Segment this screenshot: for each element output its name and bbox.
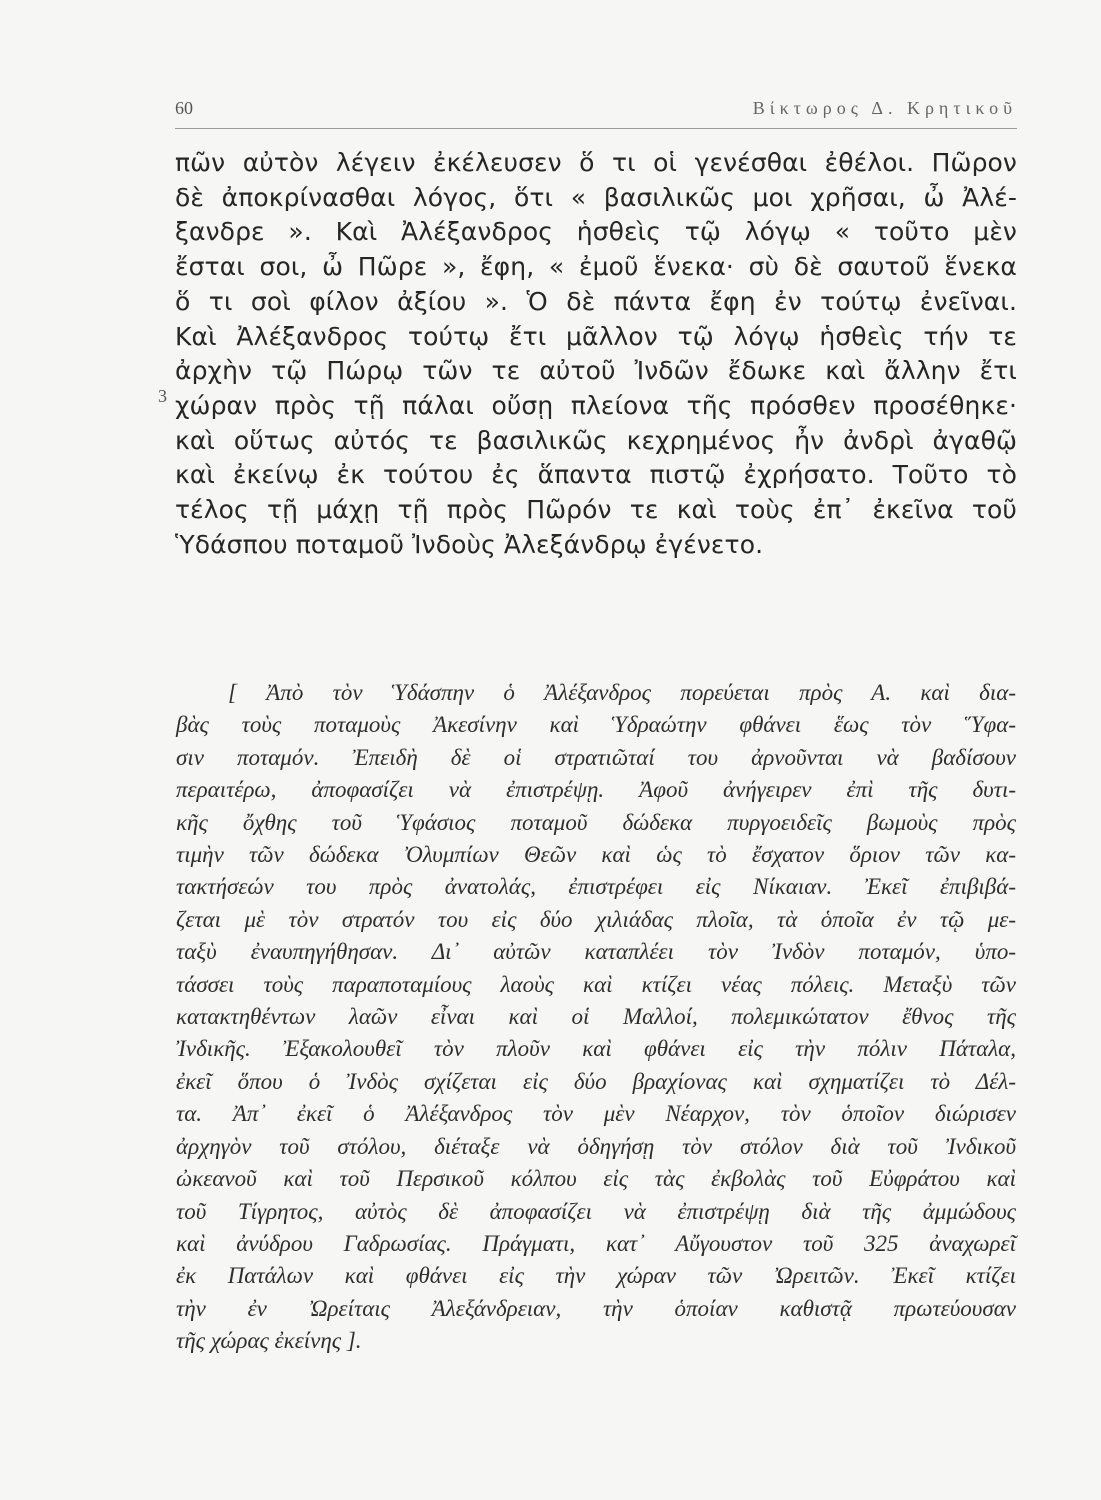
greek-main-text xyxy=(175,146,1017,562)
summary-line: ταξὺ ἐναυπηγήθησαν. Δι᾽ αὐτῶν καταπλέει τὸν Ἰνδὸν ποταμόν, ὑπο- xyxy=(176,939,1016,965)
summary-line: περαιτέρω, ἀποφασίζει νὰ ἐπιστρέψῃ. Ἀφοῦ ἀνήγειρεν ἐπὶ τῆς δυτι- xyxy=(176,777,1016,803)
header-rule xyxy=(175,128,1017,129)
summary-line: κατακτηθέντων λαῶν εἶναι καὶ οἱ Μαλλοί, πολεμικώτατον ἔθνος τῆς xyxy=(176,1004,1016,1030)
text-line: Ὑδάσπου ποταμοῦ Ἰνδοὺς Ἀλεξάνδρῳ ἐγένετο. xyxy=(175,529,764,559)
text-line: δὲ ἀποκρίνασθαι λόγος, ὅτι « βασιλικῶς μοι χρῆσαι, ὦ Ἀλέ- xyxy=(175,182,1017,212)
italic-summary xyxy=(176,677,1016,1358)
running-head: Βίκτωρος Δ. Κρητικοῦ xyxy=(752,98,1017,118)
page-header xyxy=(175,98,1017,126)
text-line: πῶν αὐτὸν λέγειν ἐκέλευσεν ὅ τι οἱ γενέσθαι ἐθέλοι. Πῶρον xyxy=(175,148,1017,177)
section-number: 3 xyxy=(158,386,167,406)
text-line: ἔσται σοι, ὦ Πῶρε », ἔφη, « ἐμοῦ ἕνεκα· σὺ δὲ σαυτοῦ ἕνεκα xyxy=(175,252,1017,282)
summary-line: Ἰνδικῆς. Ἐξακολουθεῖ τὸν πλοῦν καὶ φθάνει εἰς τὴν πόλιν Πάταλα, xyxy=(176,1036,1016,1062)
summary-line: κῆς ὄχθης τοῦ Ὑφάσιος ποταμοῦ δώδεκα πυργοειδεῖς βωμοὺς πρὸς xyxy=(176,809,1016,835)
summary-line: τα. Ἀπ᾽ ἐκεῖ ὁ Ἀλέξανδρος τὸν μὲν Νέαρχον, τὸν ὁποῖον διώρισεν xyxy=(176,1101,1016,1127)
text-line: ἀρχὴν τῷ Πώρῳ τῶν τε αὐτοῦ Ἰνδῶν ἔδωκε καὶ ἄλλην ἔτι xyxy=(175,356,1017,386)
text-line: Καὶ Ἀλέξανδρος τούτῳ ἔτι μᾶλλον τῷ λόγῳ ἡσθεὶς τήν τε xyxy=(175,321,1017,351)
summary-line: ἐκ Πατάλων καὶ φθάνει εἰς τὴν χώραν τῶν Ὠρειτῶν. Ἐκεῖ κτίζει xyxy=(176,1263,1016,1289)
summary-line: καὶ ἀνύδρου Γαδρωσίας. Πράγματι, κατ᾽ Αὔγουστον τοῦ 325 ἀναχωρεῖ xyxy=(176,1230,1016,1256)
text-line: χώραν πρὸς τῇ πάλαι οὔσῃ πλείονα τῆς πρόσθεν προσέθηκε· xyxy=(175,390,1017,420)
summary-line: [ Ἀπὸ τὸν Ὑδάσπην ὁ Ἀλέξανδρος πορεύεται πρὸς Α. καὶ δια- xyxy=(228,680,1016,705)
summary-line: ζεται μὲ τὸν στρατόν του εἰς δύο χιλιάδας πλοῖα, τὰ ὁποῖα ἐν τῷ με- xyxy=(176,906,1016,932)
summary-line: τακτήσεών του πρὸς ἀνατολάς, ἐπιστρέφει εἰς Νίκαιαν. Ἐκεῖ ἐπιβιβά- xyxy=(176,874,1016,900)
summary-line: βὰς τοὺς ποταμοὺς Ἀκεσίνην καὶ Ὑδραώτην φθάνει ἕως τὸν Ὕφα- xyxy=(176,712,1016,738)
text-line: καὶ ἐκείνῳ ἐκ τούτου ἐς ἅπαντα πιστῷ ἐχρήσατο. Τοῦτο τὸ xyxy=(175,460,1017,490)
summary-line: σιν ποταμόν. Ἐπειδὴ δὲ οἱ στρατιῶταί του ἀρνοῦνται νὰ βαδίσουν xyxy=(176,744,1016,770)
summary-line: τιμὴν τῶν δώδεκα Ὀλυμπίων Θεῶν καὶ ὡς τὸ ἔσχατον ὅριον τῶν κα- xyxy=(176,842,1016,868)
text-line: ὅ τι σοὶ φίλον ἀξίου ». Ὁ δὲ πάντα ἔφη ἐν τούτῳ ἐνεῖναι. xyxy=(175,286,1017,316)
summary-line: τάσσει τοὺς παραποταμίους λαοὺς καὶ κτίζει νέας πόλεις. Μεταξὺ τῶν xyxy=(176,971,1016,997)
summary-line: τὴν ἐν Ὠρείταις Ἀλεξάνδρειαν, τὴν ὁποίαν καθιστᾷ πρωτεύουσαν xyxy=(176,1295,1016,1321)
text-line: καὶ οὕτως αὐτός τε βασιλικῶς κεχρημένος ἦν ἀνδρὶ ἀγαθῷ xyxy=(175,425,1017,455)
summary-line: ἀρχηγὸν τοῦ στόλου, διέταξε νὰ ὁδηγήσῃ τὸν στόλον διὰ τοῦ Ἰνδικοῦ xyxy=(176,1133,1016,1159)
summary-line: τῆς χώρας ἐκείνης ]. xyxy=(176,1328,362,1354)
text-line: ξανδρε ». Καὶ Ἀλέξανδρος ἡσθεὶς τῷ λόγῳ « τοῦτο μὲν xyxy=(175,217,1017,247)
summary-line: τοῦ Τίγρητος, αὐτὸς δὲ ἀποφασίζει νὰ ἐπιστρέψῃ διὰ τῆς ἀμμώδους xyxy=(176,1198,1016,1224)
text-line: τέλος τῇ μάχῃ τῇ πρὸς Πῶρόν τε καὶ τοὺς ἐπ᾽ ἐκεῖνα τοῦ xyxy=(175,495,1017,525)
summary-line: ἐκεῖ ὅπου ὁ Ἰνδὸς σχίζεται εἰς δύο βραχίονας καὶ σχηματίζει τὸ Δέλ- xyxy=(176,1068,1016,1094)
summary-line: ὠκεανοῦ καὶ τοῦ Περσικοῦ κόλπου εἰς τὰς ἐκβολὰς τοῦ Εὐφράτου καὶ xyxy=(176,1166,1016,1192)
page-number: 60 xyxy=(175,98,193,118)
